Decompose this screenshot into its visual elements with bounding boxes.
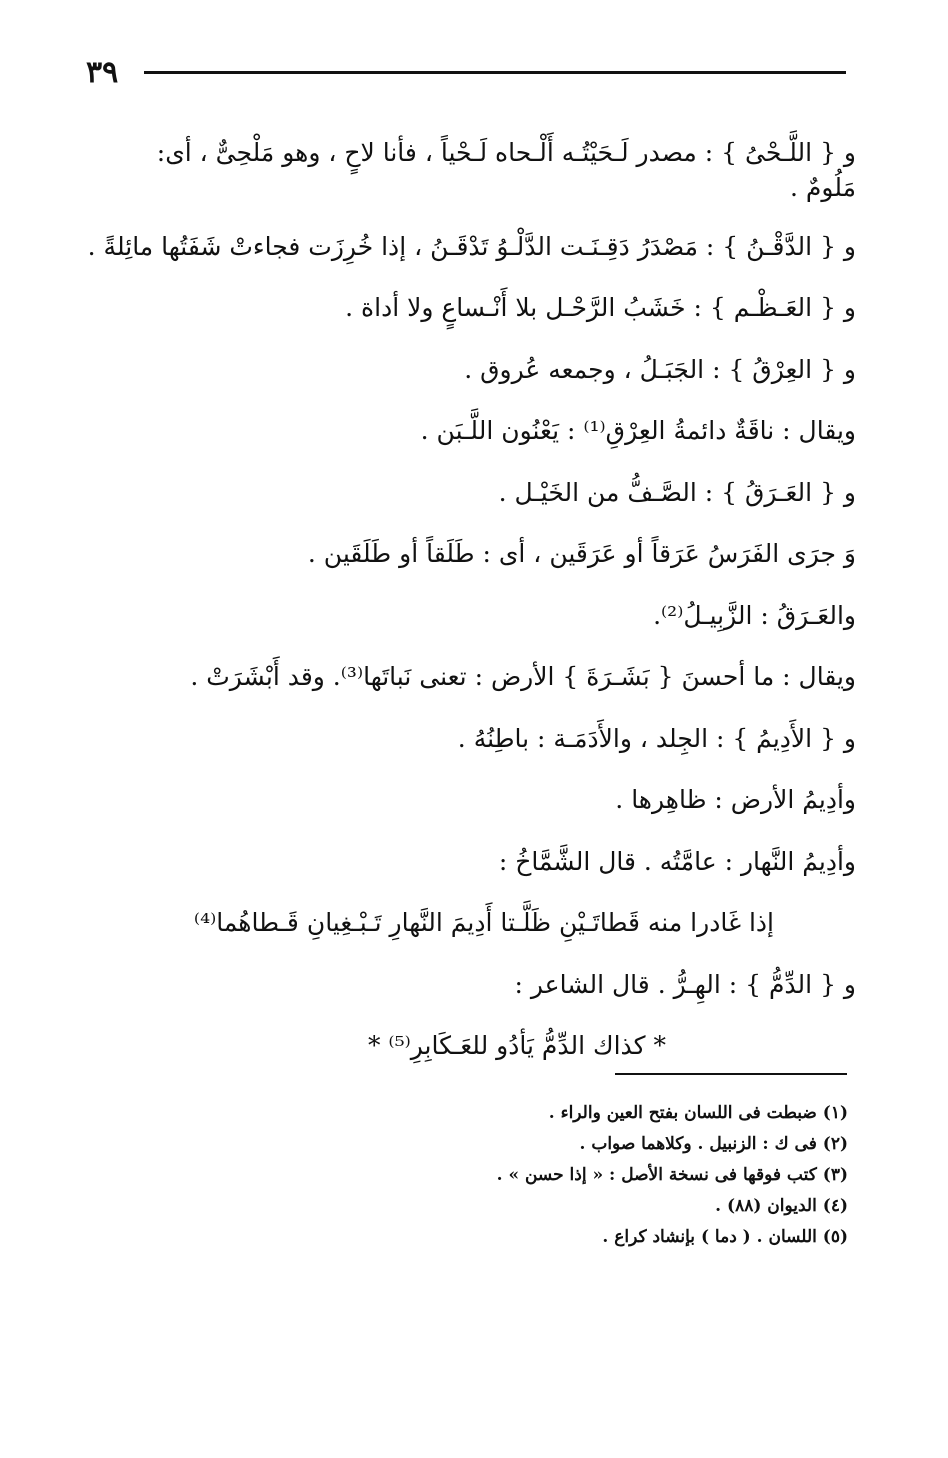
header-rule <box>144 71 846 74</box>
text-line: ويقال : ناقَةٌ دائمةُ العِرْقِ⁽¹⁾ : يَعْنُون اللَّـبَن . <box>420 416 856 445</box>
footnote-rule <box>615 1073 847 1075</box>
text-line: و { العَـرَقُ } : الصَّـفُّ من الخَيْـل . <box>498 477 856 507</box>
footnote: (٣) كتب فوقها فى نسخة الأصل : « إذا حسن » . <box>496 1165 848 1185</box>
footnotes <box>200 1098 848 1253</box>
text-line: و { الأَدِيمُ } : الجِلد ، والأَدَمَـة : باطِنُهُ . <box>457 723 856 753</box>
footnote: (٢) فى ك : الزنبيل . وكلاهما صواب . <box>579 1134 848 1154</box>
text-line: وأدِيمُ النَّهار : عامَّتُه . قال الشَّمَّاخُ : <box>498 846 856 876</box>
footnote: (٤) الديوان (٨٨) . <box>715 1196 848 1216</box>
verse-line: * كذاك الدِّمُّ يَأدُو للعَـكَابِرِ⁽⁵⁾ * <box>367 1031 667 1060</box>
text-line: و { العَـظْـم } : خَشَبُ الرَّحْـل بلا أَنْـساعٍ ولا أداة . <box>345 293 856 322</box>
text-line: و { العِرْقُ } : الجَبَـلُ ، وجمعه عُروق . <box>464 354 856 384</box>
footnote: (١) ضبطت فى اللسان بفتح العين والراء . <box>548 1103 848 1123</box>
page-number: ٣٩ <box>86 55 119 90</box>
text-line: مَلُومٌ . <box>790 172 856 202</box>
text-line: والعَـرَقُ : الزَّبِيـلُ⁽²⁾. <box>653 600 856 630</box>
text-line: و { الدِّمُّ } : الهِـرُّ . قال الشاعر : <box>514 969 856 999</box>
body-text <box>58 122 856 1077</box>
text-line: ويقال : ما أحسنَ { بَشَـرَةَ } الأرض : تعنى نَباتَها⁽³⁾. وقد أَبْشَرَتْ . <box>190 662 856 691</box>
footnote: (٥) اللسان . ( دما ) بإنشاد كراع . <box>602 1227 848 1247</box>
text-line: وَ جرَى الفَرَسُ عَرَقاً أو عَرَقَين ، أى : طَلَقاً أو طَلَقَين . <box>307 539 856 568</box>
text-line: و { الدَّقْـنُ } : مَصْدَرُ دَقِـنَـت الدَّلْـوُ تَدْقَـنُ ، إذا خُرِزَت فجاءتْ شَفَتُها مائِلةً . <box>87 231 856 261</box>
text-line: و { اللَّـحْىُ } : مصدر لَـحَيْتُـه أَلْـحاه لَـحْياً ، فأنا لاحٍ ، وهو مَلْحِىٌّ ، أى: <box>156 138 856 167</box>
text-line: وأدِيمُ الأرض : ظاهِرها . <box>615 785 856 814</box>
verse-line: إذا غَادرا منه قَطاتَـيْنِ ظَلَّـتا أَدِيمَ النَّهارِ تَـبْـغِيانِ قَـطاهُما⁽⁴⁾ <box>193 908 774 937</box>
